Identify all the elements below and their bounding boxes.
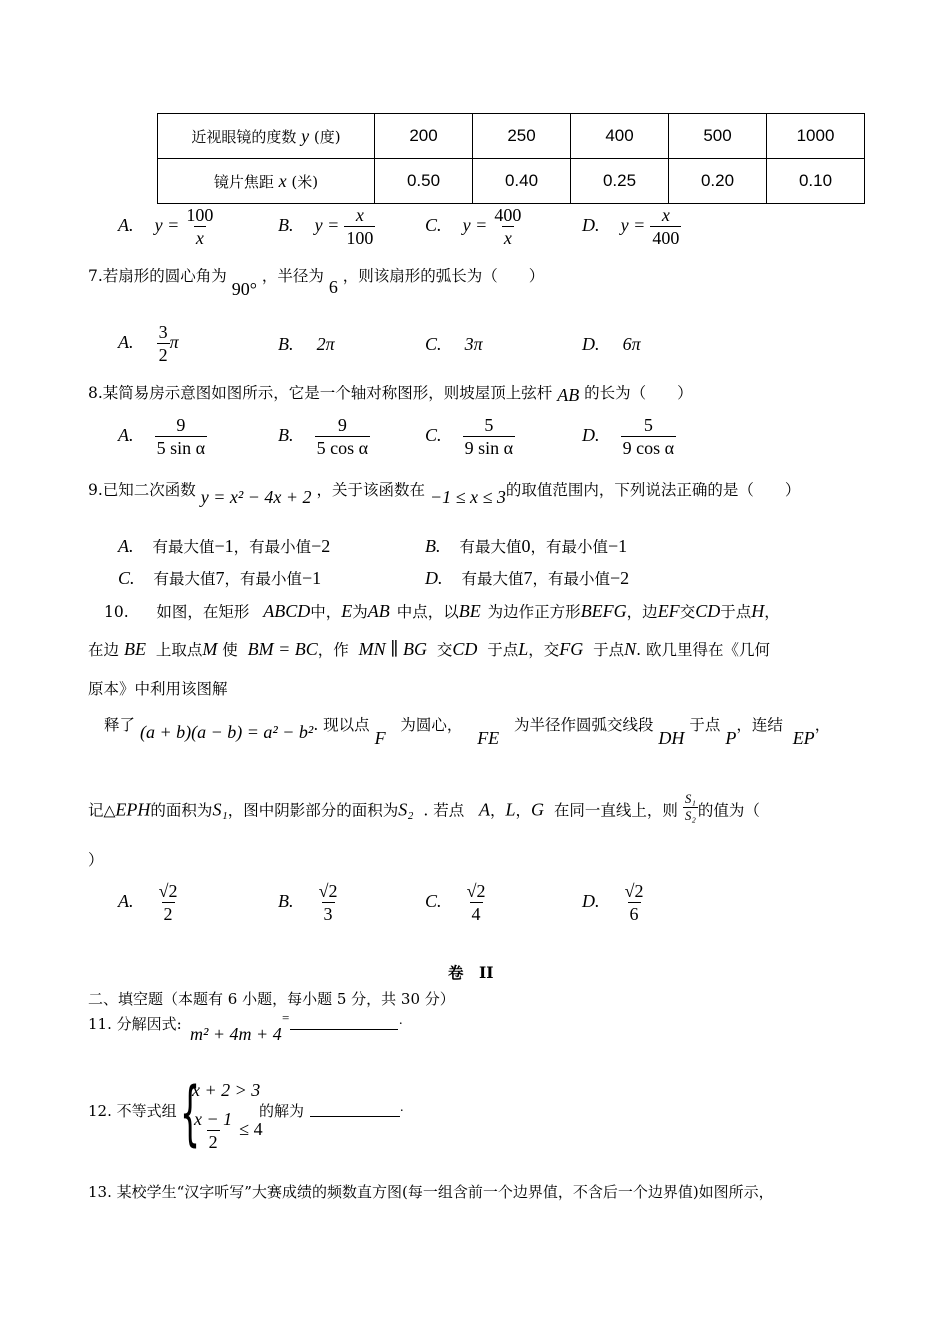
q10-math: F <box>374 728 386 748</box>
option-text: 有最大值 <box>461 570 524 588</box>
frac-num: 9 <box>176 415 186 435</box>
q10-text: . 若点 <box>423 801 465 820</box>
q12-period: . <box>400 1100 404 1115</box>
q10-option-b <box>278 880 339 925</box>
q10-math: FG <box>559 639 584 659</box>
option-value: 3π <box>464 334 483 354</box>
q12-ineq2 <box>192 1108 263 1153</box>
frac-num: x − 1 <box>194 1109 233 1129</box>
q7-option-d <box>582 334 641 355</box>
q10-math: H <box>751 601 765 621</box>
q10-text: 如图，在矩形 <box>156 603 250 621</box>
q10-text: 记△ <box>88 801 116 820</box>
q7-radius: 6 <box>328 277 338 297</box>
q9-option-c <box>118 567 321 589</box>
q10-text: ， <box>764 603 780 621</box>
option-text: 有最大值 <box>153 570 216 588</box>
option-value: −2 <box>609 568 630 588</box>
option-lhs: y = <box>314 215 340 235</box>
q10-math: BE <box>123 639 146 659</box>
q10-text: ，交 <box>528 641 560 659</box>
table-cell: 500 <box>669 114 767 159</box>
frac-num: S₁ <box>684 791 696 806</box>
q10-line1 <box>104 600 780 622</box>
q10-text: . 欧几里得在《几何 <box>636 641 771 659</box>
frac-den: 5 cos α <box>316 438 369 458</box>
q10-option-c <box>425 880 488 925</box>
option-label: A. <box>118 891 134 911</box>
q9-text: 的取值范围内，下列说法正确的是（ ） <box>505 481 801 499</box>
q9-func: y = x² − 4x + 2 <box>200 487 312 507</box>
q10-math: ABCD <box>263 601 311 621</box>
q10-math: EP <box>792 728 815 748</box>
q10-option-d <box>582 880 645 925</box>
table-header-cell <box>158 159 375 204</box>
q7-option-b <box>278 334 335 355</box>
left-brace-icon: { <box>180 1072 201 1154</box>
row2-unit: (米) <box>291 172 319 191</box>
option-label: C. <box>425 215 442 235</box>
table-cell: 400 <box>571 114 669 159</box>
q6-option-a <box>118 204 215 249</box>
q10-text: 交 <box>679 603 696 621</box>
q12-answer-blank[interactable] <box>310 1101 400 1117</box>
option-label: D. <box>582 334 600 354</box>
option-value: 2π <box>316 334 335 354</box>
q10-text: 于点 <box>720 603 752 621</box>
q10-math: MN ∥ BG <box>358 639 427 659</box>
q10-text: 在边 <box>88 641 120 659</box>
option-value: −1 <box>607 536 628 556</box>
table-cell: 1000 <box>767 114 865 159</box>
q10-text: 中点，以 <box>396 603 459 621</box>
q10-text: 中， <box>310 603 342 621</box>
table-cell: 0.50 <box>375 159 473 204</box>
frac-num: √2 <box>158 881 178 901</box>
q11-eq: = <box>282 1010 290 1025</box>
frac-den: 5 sin α <box>156 438 206 458</box>
q10-math: P <box>725 728 737 748</box>
option-label: C. <box>425 891 442 911</box>
q10-text: ，连结 <box>736 716 783 734</box>
q10-math: EPH <box>115 799 151 820</box>
q8-stem <box>88 381 693 403</box>
frac-den: 9 cos α <box>622 438 675 458</box>
option-label: D. <box>425 568 443 588</box>
section-title: 卷 II <box>448 963 494 982</box>
option-label: C. <box>118 568 135 588</box>
q10-text: 交 <box>436 641 453 659</box>
q10-math: N <box>624 639 637 659</box>
q10-text: ，作 <box>317 641 349 659</box>
q10-text: 上取点 <box>155 641 203 659</box>
q10-text: ， <box>489 801 506 820</box>
option-text: 有最大值 <box>152 538 215 556</box>
q10-text: 为 <box>352 603 368 621</box>
q10-text: 10. <box>104 603 129 621</box>
q10-math: M <box>202 639 218 659</box>
q6-option-b <box>278 204 375 249</box>
frac-den: S₂ <box>684 808 696 823</box>
q10-text: 使 <box>222 641 238 659</box>
option-label: A. <box>118 215 134 235</box>
q10-math: L <box>505 799 516 820</box>
q7-text: ，则该扇形的弧长为（ ） <box>342 267 545 285</box>
q10-text: 于点 <box>487 641 519 659</box>
q11-stem: 11. 分解因式: <box>88 1015 182 1033</box>
option-value: −1 <box>301 568 322 588</box>
q9-range: −1 ≤ x ≤ 3 <box>429 487 506 507</box>
q10-line4 <box>104 713 831 748</box>
q11-period: . <box>399 1013 403 1028</box>
q8-option-b <box>278 414 370 459</box>
q10-text: 的面积为 <box>150 801 213 820</box>
option-label: C. <box>425 425 442 445</box>
table-cell: 0.10 <box>767 159 865 204</box>
row2-label: 镜片焦距 <box>213 172 274 191</box>
q10-text: 在同一直线上，则 <box>553 801 678 820</box>
q10-text: 为边作正方形 <box>487 603 581 621</box>
q9-stem <box>88 478 801 507</box>
frac-den: x <box>503 228 512 248</box>
q8-option-c <box>425 414 515 459</box>
row1-var: y <box>301 125 310 146</box>
frac-den: 400 <box>652 228 680 248</box>
option-value: 7 <box>215 568 225 588</box>
frac-den: 100 <box>346 228 374 248</box>
frac-num: √2 <box>318 881 338 901</box>
option-value: 7 <box>523 568 533 588</box>
option-label: A. <box>118 425 134 445</box>
option-label: B. <box>278 425 294 445</box>
q10-text: 为半径作圆弧交线段 <box>513 716 654 734</box>
q10-math: BEFG <box>580 601 627 621</box>
q10-line6: ） <box>88 851 104 869</box>
frac-den: 9 sin α <box>464 438 514 458</box>
q10-math: BM = BC <box>247 639 318 659</box>
table-cell: 250 <box>473 114 571 159</box>
frac-num: √2 <box>624 881 644 901</box>
q10-math: CD <box>695 601 721 621</box>
pi-symbol: π <box>169 332 179 352</box>
q10-line2 <box>88 638 770 660</box>
q7-option-c <box>425 334 483 355</box>
option-label: D. <box>582 891 600 911</box>
q8-seg: AB <box>557 385 580 405</box>
frac-den: 2 <box>158 345 168 365</box>
option-value: −1 <box>214 536 234 556</box>
q10-text: ，边 <box>626 603 658 621</box>
option-lhs: y = <box>154 215 180 235</box>
q12-stem: 12. 不等式组 <box>88 1102 177 1120</box>
q10-math: S₁ <box>212 799 228 820</box>
q10-text: ，图中阴影部分的面积为 <box>227 801 399 820</box>
row2-var: x <box>278 170 287 191</box>
q10-line3: 原本》中利用该图解 <box>88 680 228 698</box>
option-label: D. <box>582 215 600 235</box>
frac-num: x <box>661 205 670 225</box>
q10-math: G <box>531 799 545 820</box>
option-text: ，有最小值 <box>233 538 312 556</box>
frac-num: 5 <box>643 415 653 435</box>
q9-text: ，关于该函数在 <box>316 481 425 499</box>
q7-angle: 90° <box>231 279 257 299</box>
q8-option-a <box>118 414 207 459</box>
q10-text: ， <box>515 801 532 820</box>
q7-stem <box>88 264 545 299</box>
q10-text: . 现以点 <box>313 716 370 734</box>
data-table <box>157 113 865 204</box>
frac-den: 3 <box>323 904 333 924</box>
q8-text: 的长为（ ） <box>584 384 693 402</box>
option-label: A. <box>118 536 134 556</box>
frac-den: 2 <box>163 904 173 924</box>
q9-option-a <box>118 535 330 557</box>
frac-num: 3 <box>158 322 168 342</box>
q9-option-d <box>425 567 629 589</box>
q10-math: DH <box>658 728 685 748</box>
table-cell: 0.40 <box>473 159 571 204</box>
q11-answer-blank[interactable] <box>290 1014 398 1030</box>
table-cell: 200 <box>375 114 473 159</box>
q10-math: A <box>478 799 490 820</box>
q10-math: FE <box>477 728 500 748</box>
q10-text: 的值为（ <box>697 801 760 820</box>
table-cell: 0.20 <box>669 159 767 204</box>
row1-label: 近视眼镜的度数 <box>191 127 297 146</box>
q10-math: E <box>341 601 353 621</box>
q10-math: L <box>518 639 529 659</box>
option-value: 0 <box>521 536 531 556</box>
option-value: 6π <box>622 334 641 354</box>
q12-ineq1: x + 2 > 3 <box>192 1080 261 1100</box>
table-row <box>158 159 865 204</box>
table-row <box>158 114 865 159</box>
q8-text: 8.某简易房示意图如图所示，它是一个轴对称图形，则坡屋顶上弦杆 <box>88 384 553 402</box>
frac-den: 6 <box>629 904 639 924</box>
q6-option-c <box>425 204 523 249</box>
section-heading: 二、填空题（本题有 6 小题，每小题 5 分，共 30 分） <box>88 990 455 1008</box>
option-label: A. <box>118 332 134 352</box>
q10-line5 <box>88 791 760 828</box>
q7-option-a <box>118 321 179 366</box>
q10-math: BE <box>458 601 481 621</box>
option-label: B. <box>278 334 294 354</box>
q9-text: 9.已知二次函数 <box>88 481 196 499</box>
q6-option-d <box>582 204 681 249</box>
q10-math: (a + b)(a − b) = a² − b² <box>139 722 314 742</box>
frac-num: 9 <box>337 415 347 435</box>
frac-num: 400 <box>494 205 522 225</box>
q7-text: ，半径为 <box>261 267 324 285</box>
frac-den: 4 <box>471 904 481 924</box>
q10-text: ， <box>814 716 831 734</box>
option-lhs: y = <box>620 215 646 235</box>
q7-text: 7.若扇形的圆心角为 <box>88 267 227 285</box>
frac-den: x <box>195 228 204 248</box>
option-lhs: y = <box>462 215 488 235</box>
q10-text: 于点 <box>689 716 721 734</box>
table-cell: 0.25 <box>571 159 669 204</box>
q10-math: AB <box>367 601 390 621</box>
frac-den: 2 <box>208 1132 218 1152</box>
q10-option-a <box>118 880 179 925</box>
q12-rhs: ≤ 4 <box>239 1119 263 1139</box>
frac-num: x <box>355 205 364 225</box>
option-label: B. <box>425 536 441 556</box>
option-text: 有最大值 <box>459 538 522 556</box>
q10-math: EF <box>657 601 680 621</box>
frac-num: 100 <box>186 205 214 225</box>
option-label: B. <box>278 215 294 235</box>
q12-tail: 的解为 <box>259 1102 305 1120</box>
q10-math: CD <box>452 639 478 659</box>
q9-option-b <box>425 535 627 557</box>
q10-math: S₂ <box>398 799 414 820</box>
option-label: B. <box>278 891 294 911</box>
q8-option-d <box>582 414 676 459</box>
table-header-cell <box>158 114 375 159</box>
q10-text: 为圆心， <box>400 716 463 734</box>
q11-expr: m² + 4m + 4 <box>190 1024 282 1044</box>
q10-text: 于点 <box>593 641 625 659</box>
row1-unit: (度) <box>313 127 341 146</box>
q10-text: 释了 <box>104 716 136 734</box>
q13-stem: 13. 某校学生“汉字听写”大赛成绩的频数直方图(每一组含前一个边界值，不含后一个边界值)如图所示， <box>88 1183 774 1201</box>
frac-num: √2 <box>466 881 486 901</box>
option-text: ，有最小值 <box>532 570 610 588</box>
option-text: ，有最小值 <box>224 570 302 588</box>
option-label: C. <box>425 334 442 354</box>
option-value: −2 <box>311 536 331 556</box>
frac-num: 5 <box>484 415 494 435</box>
option-text: ，有最小值 <box>530 538 608 556</box>
option-label: D. <box>582 425 600 445</box>
